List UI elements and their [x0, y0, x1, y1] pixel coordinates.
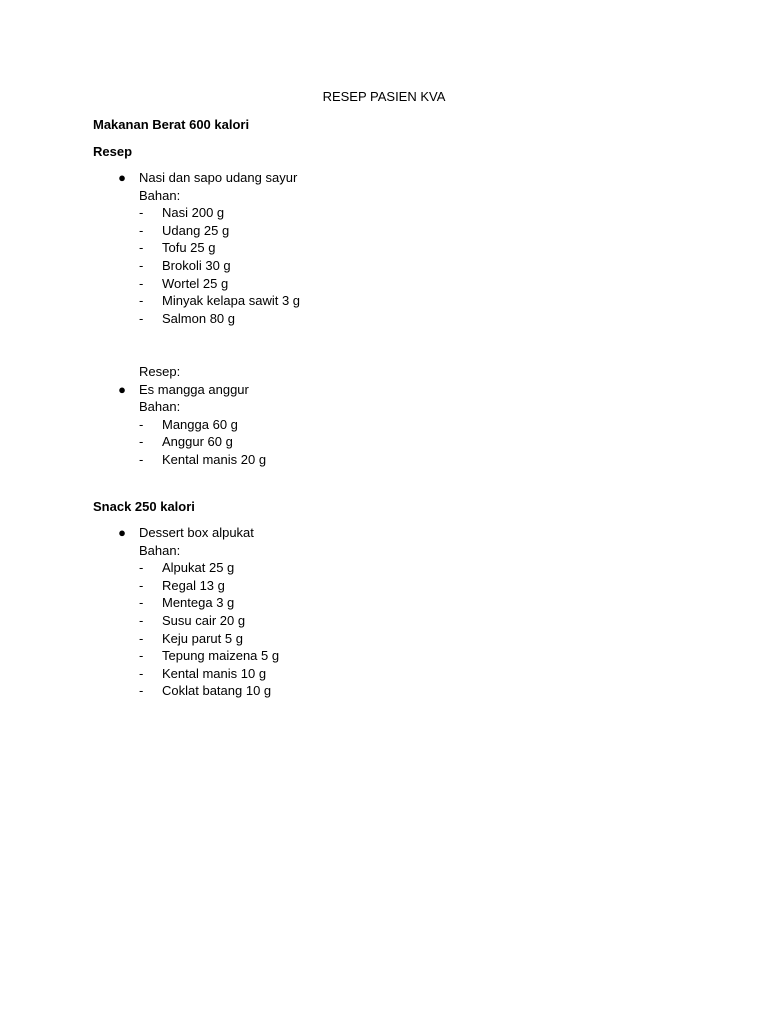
document-title: RESEP PASIEN KVA: [322, 89, 446, 104]
ingredient-item: [93, 239, 593, 257]
recipe-name: Es mangga anggur: [139, 381, 249, 397]
resep-label: Resep:: [139, 364, 181, 379]
bullet-icon: ●: [118, 525, 126, 540]
recipe-name: Dessert box alpukat: [139, 525, 254, 540]
dash-marker: -: [139, 665, 144, 681]
ingredient-item: [93, 577, 593, 595]
ingredient-text: Tofu 25 g: [162, 240, 216, 256]
dash-marker: -: [139, 683, 144, 699]
bullet-icon: ●: [118, 381, 126, 397]
ingredient-text: Mentega 3 g: [162, 595, 235, 611]
ingredient-text: Brokoli 30 g: [162, 257, 231, 273]
ingredient-item: [93, 647, 593, 665]
ingredient-text: Coklat batang 10 g: [162, 683, 272, 699]
dash-marker: -: [139, 275, 144, 291]
ingredient-text: Susu cair 20 g: [162, 612, 246, 628]
dash-marker: -: [139, 595, 144, 611]
dash-marker: -: [139, 257, 144, 273]
recipe-dessert-box-alpukat: [93, 524, 593, 700]
ingredient-text: Udang 25 g: [162, 222, 230, 238]
ingredient-text: Minyak kelapa sawit 3 g: [162, 293, 301, 309]
dash-marker: -: [139, 310, 144, 326]
dash-marker: -: [139, 630, 144, 646]
dash-marker: -: [139, 577, 144, 593]
dash-marker: -: [139, 222, 144, 238]
dash-marker: -: [139, 560, 144, 576]
ingredient-text: Kental manis 10 g: [162, 665, 267, 681]
dash-marker: -: [139, 451, 144, 467]
dash-marker: -: [139, 240, 144, 256]
recipe-name-line: [93, 381, 593, 399]
recipe-name-line: [93, 169, 593, 187]
ingredient-text: Regal 13 g: [162, 577, 225, 593]
recipe-es-mangga-anggur: [93, 363, 593, 469]
ingredient-item: [93, 222, 593, 240]
ingredient-item: [93, 630, 593, 648]
dash-marker: -: [139, 416, 144, 432]
ingredient-text: Wortel 25 g: [162, 275, 229, 291]
ingredient-item: [93, 682, 593, 700]
ingredient-item: [93, 275, 593, 293]
recipe-name-line: [93, 524, 593, 542]
ingredient-item: [93, 292, 593, 310]
bahan-label: Bahan:: [139, 542, 181, 558]
ingredient-item: [93, 204, 593, 222]
ingredient-text: Mangga 60 g: [162, 416, 238, 432]
section-heading-makanan-berat: Makanan Berat 600 kalori: [93, 117, 250, 132]
dash-marker: -: [139, 293, 144, 309]
ingredient-text: Kental manis 20 g: [162, 451, 267, 467]
ingredient-item: [93, 310, 593, 328]
recipe-name: Nasi dan sapo udang sayur: [139, 170, 298, 185]
section-heading-snack: Snack 250 kalori: [93, 499, 195, 514]
bullet-icon: ●: [118, 170, 126, 185]
ingredient-text: Anggur 60 g: [162, 434, 233, 450]
bahan-label: Bahan:: [139, 187, 181, 203]
dash-marker: -: [139, 648, 144, 664]
ingredient-item: [93, 612, 593, 630]
dash-marker: -: [139, 434, 144, 450]
ingredient-text: Alpukat 25 g: [162, 560, 235, 576]
ingredient-item: [93, 451, 593, 469]
ingredient-item: [93, 559, 593, 577]
ingredient-item: [93, 416, 593, 434]
dash-marker: -: [139, 205, 144, 221]
ingredient-item: [93, 257, 593, 275]
section-subheading-resep: Resep: [93, 144, 133, 159]
dash-marker: -: [139, 612, 144, 628]
ingredient-item: [93, 665, 593, 683]
ingredient-text: Salmon 80 g: [162, 310, 235, 326]
ingredient-item: [93, 433, 593, 451]
ingredient-text: Nasi 200 g: [162, 205, 225, 221]
ingredient-item: [93, 594, 593, 612]
recipe-nasi-sapo-udang: [93, 169, 593, 327]
ingredient-text: Tepung maizena 5 g: [162, 648, 280, 664]
ingredient-text: Keju parut 5 g: [162, 630, 243, 646]
bahan-label: Bahan:: [139, 399, 181, 415]
